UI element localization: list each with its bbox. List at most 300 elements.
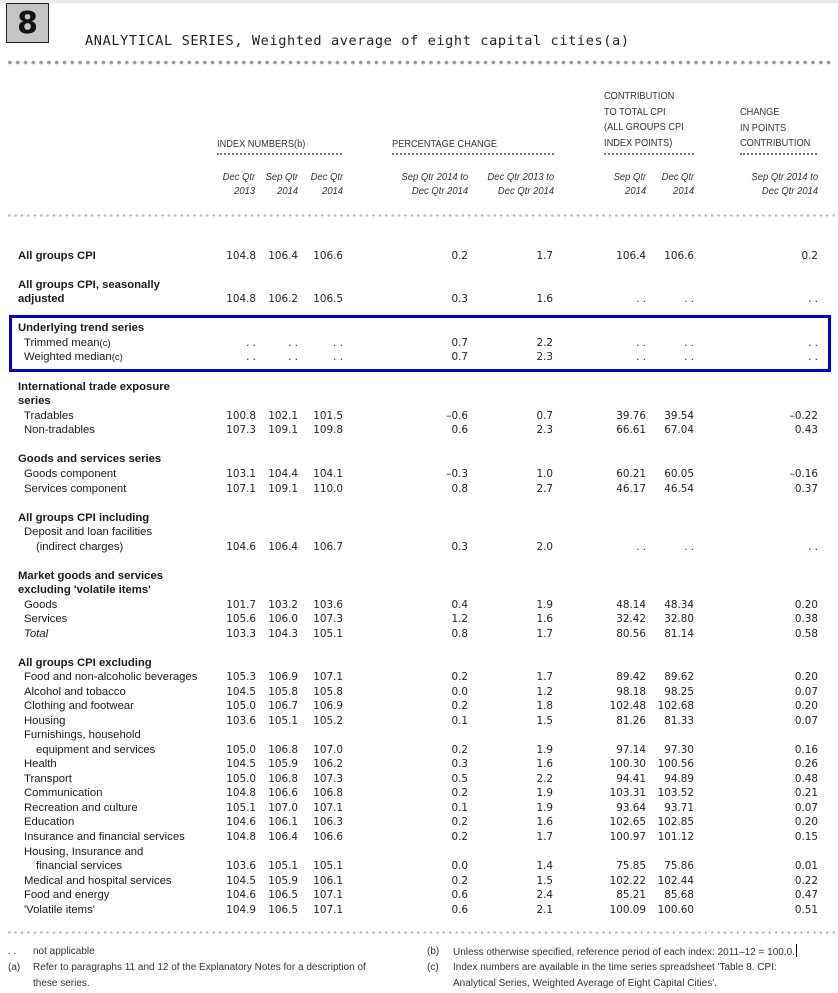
cell-value: 81.26 [616, 715, 646, 727]
text-cursor [796, 944, 797, 957]
table-row [0, 670, 838, 685]
table-row [0, 452, 838, 467]
row-label [24, 714, 65, 729]
cell-value: 102.85 [657, 816, 694, 828]
table-row [0, 772, 838, 787]
cell-value: 2.1 [536, 904, 553, 916]
row-label-text: All groups CPI including [18, 512, 150, 524]
row-label-text: Services component [24, 483, 127, 495]
cell-value: 75.85 [616, 860, 646, 872]
cell-value: 106.4 [268, 831, 298, 843]
cell-value: 1.6 [536, 816, 553, 828]
cell-value: 103.31 [609, 787, 646, 799]
cell-value: 98.18 [616, 686, 646, 698]
row-label-text: Insurance and financial services [24, 831, 185, 843]
row-label-text: Non-tradables [24, 424, 95, 436]
cell-value: 0.8 [451, 483, 468, 495]
cell-value: 0.7 [451, 351, 468, 363]
cell-value: 1.7 [536, 831, 553, 843]
footnote-ref: (c) [111, 352, 123, 363]
chapter-number-badge: 8 [6, 3, 49, 43]
row-label-text: Medical and hospital services [24, 875, 172, 887]
table-row [0, 278, 838, 293]
cell-value: 2.7 [536, 483, 553, 495]
cell-value: 106.7 [313, 541, 343, 553]
cell-value: 0.38 [794, 613, 818, 625]
cell-value: 106.2 [313, 758, 343, 770]
cell-value: 1.6 [536, 758, 553, 770]
cell-value: 1.2 [536, 686, 553, 698]
row-label-text: 'Volatile items' [24, 904, 95, 916]
cell-value: 67.04 [664, 424, 694, 436]
cell-value: 1.9 [536, 599, 553, 611]
cell-value: 106.1 [313, 875, 343, 887]
row-label-text: Housing [24, 715, 66, 727]
table-row [0, 409, 838, 424]
table-row [0, 394, 838, 409]
row-label-text: All groups CPI, seasonally [18, 279, 160, 291]
table-row [0, 845, 838, 860]
cell-value: 85.68 [664, 889, 694, 901]
cell-value: 109.1 [268, 483, 298, 495]
cell-value: –0.3 [446, 468, 468, 480]
cell-value: 106.8 [268, 744, 298, 756]
cell-value: 103.6 [226, 860, 256, 872]
index-numbers-rule [217, 151, 342, 155]
cell-value: 104.3 [268, 628, 298, 640]
cell-value: 102.48 [609, 700, 646, 712]
cell-value: 0.21 [794, 787, 818, 799]
cell-value: 106.2 [268, 293, 298, 305]
row-label-text: excluding 'volatile items' [18, 584, 151, 596]
cell-value: 81.14 [664, 628, 694, 640]
cell-value: 105.9 [268, 758, 298, 770]
cell-value: 103.2 [268, 599, 298, 611]
footnote-c-mark: (c) [427, 962, 439, 973]
col-header-pct-year: Dec Qtr 2013 to Dec Qtr 2014 [487, 171, 554, 197]
cell-value: 103.3 [226, 628, 256, 640]
cell-value: 2.0 [536, 541, 553, 553]
cell-value: 106.9 [313, 700, 343, 712]
row-label-text: (indirect charges) [36, 541, 124, 553]
cell-value: 102.68 [657, 700, 694, 712]
cell-value: 0.07 [794, 686, 818, 698]
contribution-line-3: (ALL GROUPS CPI [604, 121, 684, 133]
cell-value: 106.0 [268, 613, 298, 625]
cell-value: 48.14 [616, 599, 646, 611]
cell-value: . . [684, 337, 694, 349]
row-label [24, 467, 116, 482]
cell-value: 93.71 [664, 802, 694, 814]
cell-value: 106.4 [268, 250, 298, 262]
table-title: ANALYTICAL SERIES, Weighted average of eight capital cities(a) [85, 33, 630, 49]
cell-value: . . [808, 541, 818, 553]
cell-value: 105.1 [268, 860, 298, 872]
cell-value: 104.5 [226, 758, 256, 770]
cell-value: 106.7 [268, 700, 298, 712]
cell-value: 106.6 [313, 250, 343, 262]
row-label [24, 685, 126, 700]
cell-value: 0.7 [451, 337, 468, 349]
table-row [0, 380, 838, 395]
cell-value: 0.6 [451, 904, 468, 916]
cell-value: 104.5 [226, 875, 256, 887]
cell-value: 107.0 [313, 744, 343, 756]
row-label [24, 525, 152, 540]
row-label [24, 612, 67, 627]
table-row [0, 569, 838, 584]
contribution-rule [604, 151, 694, 155]
row-label-text: Weighted median [24, 351, 112, 363]
footnote-a-text [33, 960, 366, 991]
table-row [0, 685, 838, 700]
row-label [18, 583, 151, 598]
cell-value: 106.6 [664, 250, 694, 262]
cell-value: 105.1 [226, 802, 256, 814]
cell-value: 0.3 [451, 541, 468, 553]
cell-value: 1.7 [536, 671, 553, 683]
cell-value: 0.8 [451, 628, 468, 640]
cell-value: 60.21 [616, 468, 646, 480]
table-row [0, 656, 838, 671]
cell-value: 107.1 [226, 483, 256, 495]
cell-value: 104.9 [226, 904, 256, 916]
row-label [24, 874, 172, 889]
cell-value: 104.4 [268, 468, 298, 480]
cell-value: 107.3 [313, 613, 343, 625]
footnote-na-text: not applicable [33, 946, 95, 957]
cell-value: 1.5 [536, 875, 553, 887]
cell-value: 106.5 [268, 904, 298, 916]
cell-value: 106.8 [268, 773, 298, 785]
table-row [0, 598, 838, 613]
cell-value: 32.42 [616, 613, 646, 625]
cell-value: 101.12 [657, 831, 694, 843]
cell-value: 94.41 [616, 773, 646, 785]
table-row [0, 292, 838, 307]
cell-value: 107.1 [313, 802, 343, 814]
row-label-text: Total [24, 628, 49, 640]
row-label [24, 423, 95, 438]
cell-value: 105.1 [268, 715, 298, 727]
row-label-text: International trade exposure [18, 381, 170, 393]
footnote-c-line-1: Index numbers are available in the time series spreadsheet 'Table 8. CPI: [453, 962, 777, 973]
table-row [0, 903, 838, 918]
cell-value: 0.0 [451, 860, 468, 872]
change-points-rule [740, 151, 817, 155]
row-label-text: Communication [24, 787, 103, 799]
table-row [0, 728, 838, 743]
cell-value: 0.2 [451, 831, 468, 843]
cell-value: 94.89 [664, 773, 694, 785]
cell-value: 0.48 [794, 773, 818, 785]
row-label [24, 757, 57, 772]
footnote-na-symbol: . . [8, 946, 17, 957]
footnote-a-line-1: Refer to paragraphs 11 and 12 of the Explanatory Notes for a description of [33, 962, 366, 973]
cell-value: . . [636, 351, 646, 363]
row-label [24, 830, 185, 845]
cell-value: 0.3 [451, 758, 468, 770]
cell-value: 1.6 [536, 613, 553, 625]
cell-value: 105.0 [226, 773, 256, 785]
cell-value: 101.5 [313, 410, 343, 422]
cell-value: 106.5 [268, 889, 298, 901]
row-label [24, 845, 143, 860]
table-row [0, 423, 838, 438]
row-label-text: Goods [24, 599, 58, 611]
row-label [24, 627, 48, 642]
cell-value: . . [636, 337, 646, 349]
cell-value: 104.1 [313, 468, 343, 480]
group-header-change-points [740, 105, 810, 152]
row-label [18, 656, 152, 671]
cell-value: 1.2 [451, 613, 468, 625]
table-row [0, 612, 838, 627]
cell-value: 0.26 [794, 758, 818, 770]
row-label-text: financial services [36, 860, 123, 872]
cell-value: 0.43 [794, 424, 818, 436]
row-label-text: Furnishings, household [24, 729, 141, 741]
row-label-text: All groups CPI [18, 250, 96, 262]
cell-value: 0.58 [794, 628, 818, 640]
cell-value: 107.3 [313, 773, 343, 785]
row-label-text: Trimmed mean [24, 337, 100, 349]
row-label-text: equipment and services [36, 744, 156, 756]
cell-value: 107.3 [226, 424, 256, 436]
table-row [0, 815, 838, 830]
cell-value: 100.97 [609, 831, 646, 843]
col-header-contrib-sep: Sep Qtr 2014 [613, 171, 646, 197]
cell-value: 39.54 [664, 410, 694, 422]
row-label [18, 452, 161, 467]
cell-value: 0.3 [451, 293, 468, 305]
row-label-text: series [18, 395, 51, 407]
footnote-ref: (c) [99, 338, 111, 349]
group-header-contribution [604, 89, 684, 151]
cell-value: 105.3 [226, 671, 256, 683]
cell-value: 0.2 [451, 250, 468, 262]
cell-value: 102.22 [609, 875, 646, 887]
title-divider [6, 60, 832, 65]
cell-value: . . [636, 541, 646, 553]
cell-value: 1.5 [536, 715, 553, 727]
cell-value: . . [808, 351, 818, 363]
cell-value: 0.2 [451, 744, 468, 756]
group-header-percentage-change: PERCENTAGE CHANGE [392, 138, 498, 150]
cell-value: . . [246, 351, 256, 363]
cell-value: 0.01 [794, 860, 818, 872]
cell-value: 0.20 [794, 816, 818, 828]
row-label-text: Alcohol and tobacco [24, 686, 126, 698]
cell-value: 2.3 [536, 424, 553, 436]
cell-value: 1.0 [536, 468, 553, 480]
cell-value: 0.2 [451, 700, 468, 712]
top-shade [0, 0, 838, 3]
row-label [36, 859, 122, 874]
cell-value: 0.20 [794, 671, 818, 683]
footer-divider [6, 931, 836, 934]
cell-value: 107.0 [268, 802, 298, 814]
table-row [0, 757, 838, 772]
highlight-box-underlying-trend [9, 315, 831, 372]
row-label-text: All groups CPI excluding [18, 657, 152, 669]
cell-value: . . [684, 293, 694, 305]
cell-value: 0.16 [794, 744, 818, 756]
cell-value: 2.4 [536, 889, 553, 901]
cell-value: 1.7 [536, 250, 553, 262]
cell-value: 106.6 [313, 831, 343, 843]
cell-value: 0.2 [801, 250, 818, 262]
footnote-c-text [453, 960, 777, 991]
row-label-text: Deposit and loan facilities [24, 526, 153, 538]
cell-value: 102.65 [609, 816, 646, 828]
cell-value: 0.22 [794, 875, 818, 887]
cell-value: 0.5 [451, 773, 468, 785]
cell-value: 1.9 [536, 787, 553, 799]
cell-value: 1.6 [536, 293, 553, 305]
col-header-dec-2014: Dec Qtr 2014 [310, 171, 343, 197]
cell-value: 1.7 [536, 628, 553, 640]
table-row [0, 888, 838, 903]
col-header-dec-2013: Dec Qtr 2013 [222, 171, 255, 197]
row-label-text: adjusted [18, 293, 65, 305]
cell-value: 103.6 [313, 599, 343, 611]
row-label-text: Food and energy [24, 889, 110, 901]
cell-value: 103.52 [657, 787, 694, 799]
cell-value: 1.8 [536, 700, 553, 712]
cell-value: 100.60 [657, 904, 694, 916]
table-row [0, 786, 838, 801]
cell-value: 80.56 [616, 628, 646, 640]
col-header-change-points: Sep Qtr 2014 to Dec Qtr 2014 [751, 171, 818, 197]
table-row [0, 714, 838, 729]
table-row [0, 801, 838, 816]
cell-value: 105.8 [268, 686, 298, 698]
cell-value: 107.1 [313, 904, 343, 916]
cell-value: 100.09 [609, 904, 646, 916]
row-label [24, 482, 126, 497]
row-label [36, 540, 123, 555]
cell-value: 102.1 [268, 410, 298, 422]
cell-value: . . [684, 541, 694, 553]
row-label-text: Housing, Insurance and [24, 846, 144, 858]
row-label-text: Clothing and footwear [24, 700, 134, 712]
row-label [24, 670, 197, 685]
cell-value: . . [288, 351, 298, 363]
cell-value: 0.2 [451, 816, 468, 828]
cell-value: . . [684, 351, 694, 363]
cell-value: 0.6 [451, 889, 468, 901]
cell-value: 0.20 [794, 599, 818, 611]
cell-value: 0.47 [794, 889, 818, 901]
cell-value: 46.17 [616, 483, 646, 495]
cell-value: 104.5 [226, 686, 256, 698]
cell-value: 89.62 [664, 671, 694, 683]
table-row [0, 874, 838, 889]
cell-value: –0.22 [789, 410, 818, 422]
row-label [18, 278, 160, 293]
row-label [18, 380, 170, 395]
table-row [0, 525, 838, 540]
cell-value: 104.8 [226, 250, 256, 262]
cell-value: 0.51 [794, 904, 818, 916]
cell-value: 0.4 [451, 599, 468, 611]
cell-value: 2.2 [536, 773, 553, 785]
table-row [0, 583, 838, 598]
header-divider [6, 214, 836, 217]
row-label [18, 292, 64, 307]
contribution-line-4: INDEX POINTS) [604, 136, 673, 149]
row-label-text: Market goods and services [18, 570, 164, 582]
row-label [24, 409, 74, 424]
cell-value: 105.0 [226, 744, 256, 756]
row-label [18, 511, 149, 526]
cell-value: 104.6 [226, 816, 256, 828]
table-row [0, 249, 838, 264]
cell-value: 39.76 [616, 410, 646, 422]
cell-value: 101.7 [226, 599, 256, 611]
row-label-text: Tradables [24, 410, 74, 422]
cell-value: . . [288, 337, 298, 349]
cell-value: 0.07 [794, 802, 818, 814]
cell-value: 110.0 [313, 483, 343, 495]
row-label-text: Underlying trend series [18, 322, 145, 334]
footnote-b-text [453, 944, 797, 961]
footnote-c-line-2: Analytical Series, Weighted Average of Eight Capital Cities'. [453, 977, 717, 989]
cell-value: 0.1 [451, 802, 468, 814]
cell-value: 105.2 [313, 715, 343, 727]
cell-value: 105.9 [268, 875, 298, 887]
cell-value: 98.25 [664, 686, 694, 698]
cell-value: . . [636, 293, 646, 305]
change-line-3: CONTRIBUTION [740, 137, 811, 149]
contribution-line-2: TO TOTAL CPI [604, 105, 666, 118]
cell-value: 1.9 [536, 802, 553, 814]
group-header-index-numbers: INDEX NUMBERS(b) [217, 138, 306, 150]
footnote-a-mark: (a) [8, 962, 21, 973]
cell-value: 107.1 [313, 889, 343, 901]
cell-value: 104.8 [226, 293, 256, 305]
cell-value: 0.0 [451, 686, 468, 698]
cell-value: 105.1 [313, 860, 343, 872]
cell-value: 106.4 [268, 541, 298, 553]
change-line-1: CHANGE [740, 106, 780, 118]
row-label [24, 772, 72, 787]
cell-value: 100.56 [657, 758, 694, 770]
table-row [0, 540, 838, 555]
table-row [0, 467, 838, 482]
col-header-contrib-dec: Dec Qtr 2014 [661, 171, 694, 197]
cell-value: 104.6 [226, 541, 256, 553]
table-row [0, 699, 838, 714]
row-label-text: Services [24, 613, 68, 625]
cell-value: 1.9 [536, 744, 553, 756]
cell-value: 32.80 [664, 613, 694, 625]
col-header-pct-quarter: Sep Qtr 2014 to Dec Qtr 2014 [401, 171, 468, 197]
cell-value: 103.1 [226, 468, 256, 480]
cell-value: 66.61 [616, 424, 646, 436]
cell-value: 103.6 [226, 715, 256, 727]
footnote-b-mark: (b) [427, 946, 440, 957]
cell-value: 0.20 [794, 700, 818, 712]
cell-value: 81.33 [664, 715, 694, 727]
row-label [18, 249, 96, 264]
table-row [0, 627, 838, 642]
footnote-b-content: Unless otherwise specified, reference period of each index: 2011–12 = 100.0. [453, 947, 795, 958]
row-label [24, 786, 102, 801]
cell-value: 105.6 [226, 613, 256, 625]
cell-value: –0.6 [446, 410, 468, 422]
